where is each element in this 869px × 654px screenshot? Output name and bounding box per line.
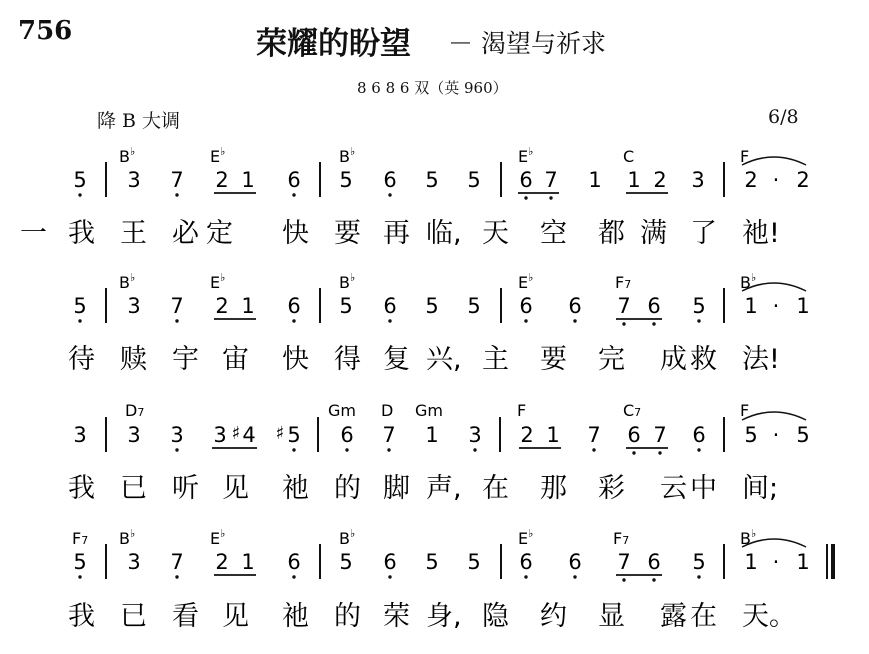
- note: 1: [241, 550, 255, 574]
- lyric-syllable: 天。: [742, 601, 796, 632]
- lyric-syllable: 快: [282, 344, 309, 375]
- lyric-syllable: 完: [598, 344, 625, 375]
- lyric-syllable: 听: [172, 473, 199, 504]
- note: 6: [568, 294, 582, 318]
- lyric-syllable: 我: [68, 473, 95, 504]
- lyric-syllable: 声,: [426, 473, 462, 504]
- chord-symbol: E♭: [210, 527, 226, 548]
- chord-symbol: F: [740, 401, 750, 420]
- chord-symbol: Gm: [415, 401, 443, 420]
- note: 5: [467, 550, 481, 574]
- lyric-syllable: 成: [660, 344, 687, 375]
- octave-dot: [622, 322, 625, 325]
- chord-symbol: B♭: [119, 145, 136, 166]
- hymn-subtitle: － 渴望与祈求: [448, 29, 606, 58]
- lyric-syllable: 身,: [426, 601, 462, 632]
- note: 6: [519, 168, 533, 192]
- note: 1: [425, 423, 439, 447]
- lyric-syllable: 我: [68, 218, 95, 249]
- note: 1: [588, 168, 602, 192]
- octave-dot: [573, 319, 576, 322]
- tie-arc: [742, 539, 806, 547]
- lyric-syllable: 祂: [282, 601, 309, 632]
- lyric-syllable: 得: [334, 344, 361, 375]
- note: 7: [617, 550, 631, 574]
- chord-symbol: B♭: [740, 527, 757, 548]
- octave-dot: [592, 448, 595, 451]
- octave-dot: [622, 578, 625, 581]
- note: 7: [382, 423, 396, 447]
- lyric-syllable: 脚: [383, 473, 410, 504]
- octave-dot: [78, 319, 81, 322]
- note: 6: [287, 294, 301, 318]
- dotted-extension: ·: [772, 168, 780, 192]
- note: 5: [73, 550, 87, 574]
- lyric-syllable: 祂!: [742, 218, 780, 249]
- key-signature: 降 B 大调: [97, 110, 181, 132]
- lyric-syllable: 彩: [598, 473, 625, 504]
- note: 2: [215, 294, 229, 318]
- note: 6: [383, 550, 397, 574]
- note: 5: [73, 168, 87, 192]
- lyric-syllable: 中: [690, 473, 717, 504]
- dotted-extension: ·: [772, 550, 780, 574]
- lyric-syllable: 荣: [383, 601, 410, 632]
- chord-symbol: F: [740, 147, 750, 166]
- octave-dot: [388, 193, 391, 196]
- lyric-syllable: 赎: [120, 344, 147, 375]
- hymn-number: 756: [18, 16, 73, 46]
- tie-arc: [742, 412, 806, 420]
- lyric-syllable: 快: [282, 218, 309, 249]
- note: 3: [127, 294, 141, 318]
- note: 6: [568, 550, 582, 574]
- octave-dot: [697, 575, 700, 578]
- octave-dot: [175, 575, 178, 578]
- octave-dot: [697, 319, 700, 322]
- note: 3: [127, 550, 141, 574]
- note: 5: [467, 294, 481, 318]
- lyric-syllable: 要: [334, 218, 361, 249]
- lyric-syllable: 定: [206, 218, 233, 249]
- note: 1: [744, 550, 758, 574]
- lyric-syllable: 在: [690, 601, 717, 632]
- note: 7: [617, 294, 631, 318]
- octave-dot: [387, 448, 390, 451]
- note: 1: [744, 294, 758, 318]
- lyric-syllable: 已: [120, 601, 147, 632]
- lyric-syllable: 我: [68, 601, 95, 632]
- octave-dot: [388, 575, 391, 578]
- note: 3: [127, 168, 141, 192]
- lyric-syllable: 救: [690, 344, 717, 375]
- note: 3: [127, 423, 141, 447]
- octave-dot: [175, 448, 178, 451]
- note: 6: [519, 294, 533, 318]
- chord-symbol: C7: [623, 401, 642, 420]
- note: 7: [653, 423, 667, 447]
- note: 6: [340, 423, 354, 447]
- octave-dot: [658, 451, 661, 454]
- note: 5: [467, 168, 481, 192]
- lyric-syllable: 一: [20, 218, 47, 249]
- note: 3: [468, 423, 482, 447]
- dotted-extension: ·: [772, 294, 780, 318]
- lyric-syllable: 主: [482, 344, 509, 375]
- octave-dot: [292, 193, 295, 196]
- chord-symbol: B♭: [740, 271, 757, 292]
- lyric-syllable: 宙: [222, 344, 249, 375]
- note: 5: [425, 550, 439, 574]
- lyric-syllable: 宇: [172, 344, 199, 375]
- lyric-syllable: 了: [690, 218, 717, 249]
- chord-symbol: E♭: [518, 271, 534, 292]
- lyric-syllable: 法!: [742, 344, 780, 375]
- chord-symbol: F7: [615, 273, 632, 292]
- note: 7: [587, 423, 601, 447]
- lyric-syllable: 都: [598, 218, 625, 249]
- lyric-syllable: 见: [222, 601, 249, 632]
- chord-symbol: Gm: [328, 401, 356, 420]
- note: 5: [339, 550, 353, 574]
- note: 5: [692, 294, 706, 318]
- note: 7: [170, 294, 184, 318]
- note: 5: [425, 294, 439, 318]
- note: 6: [692, 423, 706, 447]
- chord-symbol: B♭: [119, 527, 136, 548]
- note: 6: [287, 168, 301, 192]
- note: 2: [215, 550, 229, 574]
- octave-dot: [524, 319, 527, 322]
- sharp-sign: ♯: [275, 423, 285, 444]
- octave-dot: [652, 322, 655, 325]
- dotted-extension: ·: [772, 423, 780, 447]
- note: 6: [287, 550, 301, 574]
- lyric-syllable: 在: [482, 473, 509, 504]
- lyric-syllable: 已: [120, 473, 147, 504]
- lyric-syllable: 见: [222, 473, 249, 504]
- note: 1: [241, 294, 255, 318]
- note: 6: [647, 550, 661, 574]
- note: 6: [627, 423, 641, 447]
- chord-symbol: F7: [72, 529, 89, 548]
- octave-dot: [292, 448, 295, 451]
- note: 5: [425, 168, 439, 192]
- note: 2: [796, 168, 810, 192]
- note: 3: [170, 423, 184, 447]
- octave-dot: [175, 319, 178, 322]
- note: 1: [546, 423, 560, 447]
- lyric-syllable: 露: [660, 601, 687, 632]
- chord-symbol: B♭: [339, 271, 356, 292]
- chord-symbol: D: [381, 401, 394, 420]
- tie-arc: [742, 283, 806, 291]
- note: 6: [647, 294, 661, 318]
- note: 1: [796, 550, 810, 574]
- lyric-syllable: 云: [660, 473, 687, 504]
- chord-symbol: E♭: [210, 145, 226, 166]
- lyric-syllable: 兴,: [426, 344, 462, 375]
- note: 6: [383, 294, 397, 318]
- chord-symbol: F7: [613, 529, 630, 548]
- octave-dot: [549, 196, 552, 199]
- chord-symbol: E♭: [518, 145, 534, 166]
- note: 6: [383, 168, 397, 192]
- time-signature: 6/8: [768, 106, 799, 128]
- note: 1: [796, 294, 810, 318]
- lyric-syllable: 间;: [742, 473, 779, 504]
- lyric-syllable: 看: [172, 601, 199, 632]
- note: 5: [796, 423, 810, 447]
- octave-dot: [175, 193, 178, 196]
- note: 5: [287, 423, 301, 447]
- lyric-syllable: 临,: [426, 218, 462, 249]
- lyric-syllable: 的: [334, 601, 361, 632]
- lyric-syllable: 必: [172, 218, 199, 249]
- note: 5: [744, 423, 758, 447]
- chord-symbol: C: [623, 147, 635, 166]
- note: 2: [520, 423, 534, 447]
- lyric-syllable: 再: [383, 218, 410, 249]
- note: 2: [744, 168, 758, 192]
- note: 2: [215, 168, 229, 192]
- octave-dot: [573, 575, 576, 578]
- note: 1: [627, 168, 641, 192]
- octave-dot: [473, 448, 476, 451]
- lyric-syllable: 要: [540, 344, 567, 375]
- lyric-syllable: 满: [640, 218, 667, 249]
- lyric-syllable: 天: [482, 218, 509, 249]
- sharp-sign: ♯: [231, 423, 241, 444]
- octave-dot: [524, 575, 527, 578]
- tie-arc: [742, 157, 806, 165]
- lyric-syllable: 王: [120, 218, 147, 249]
- note: 5: [339, 168, 353, 192]
- chord-symbol: B♭: [119, 271, 136, 292]
- lyric-syllable: 约: [540, 601, 567, 632]
- lyric-syllable: 空: [540, 218, 567, 249]
- octave-dot: [632, 451, 635, 454]
- octave-dot: [292, 319, 295, 322]
- chord-symbol: F: [517, 401, 527, 420]
- note: 5: [692, 550, 706, 574]
- note: 5: [73, 294, 87, 318]
- octave-dot: [292, 575, 295, 578]
- chord-symbol: E♭: [210, 271, 226, 292]
- chord-symbol: E♭: [518, 527, 534, 548]
- note: 6: [519, 550, 533, 574]
- note: 3: [213, 423, 227, 447]
- hymn-title: 荣耀的盼望: [256, 26, 411, 62]
- note: 5: [339, 294, 353, 318]
- lyric-syllable: 的: [334, 473, 361, 504]
- lyric-syllable: 祂: [282, 473, 309, 504]
- octave-dot: [652, 578, 655, 581]
- octave-dot: [78, 575, 81, 578]
- chord-symbol: B♭: [339, 527, 356, 548]
- note: 3: [73, 423, 87, 447]
- note: 7: [170, 168, 184, 192]
- lyric-syllable: 那: [540, 473, 567, 504]
- chord-symbol: B♭: [339, 145, 356, 166]
- note: 7: [170, 550, 184, 574]
- note: 4: [242, 423, 256, 447]
- note: 7: [544, 168, 558, 192]
- octave-dot: [345, 448, 348, 451]
- octave-dot: [524, 196, 527, 199]
- meter-line: 8 6 8 6 双（英 960）: [357, 79, 508, 97]
- chord-symbol: D7: [125, 401, 145, 420]
- note: 2: [653, 168, 667, 192]
- lyric-syllable: 待: [68, 344, 95, 375]
- lyric-syllable: 复: [383, 344, 410, 375]
- note: 3: [691, 168, 705, 192]
- lyric-syllable: 隐: [482, 601, 509, 632]
- lyric-syllable: 显: [598, 601, 625, 632]
- note: 1: [241, 168, 255, 192]
- octave-dot: [388, 319, 391, 322]
- octave-dot: [78, 193, 81, 196]
- octave-dot: [697, 448, 700, 451]
